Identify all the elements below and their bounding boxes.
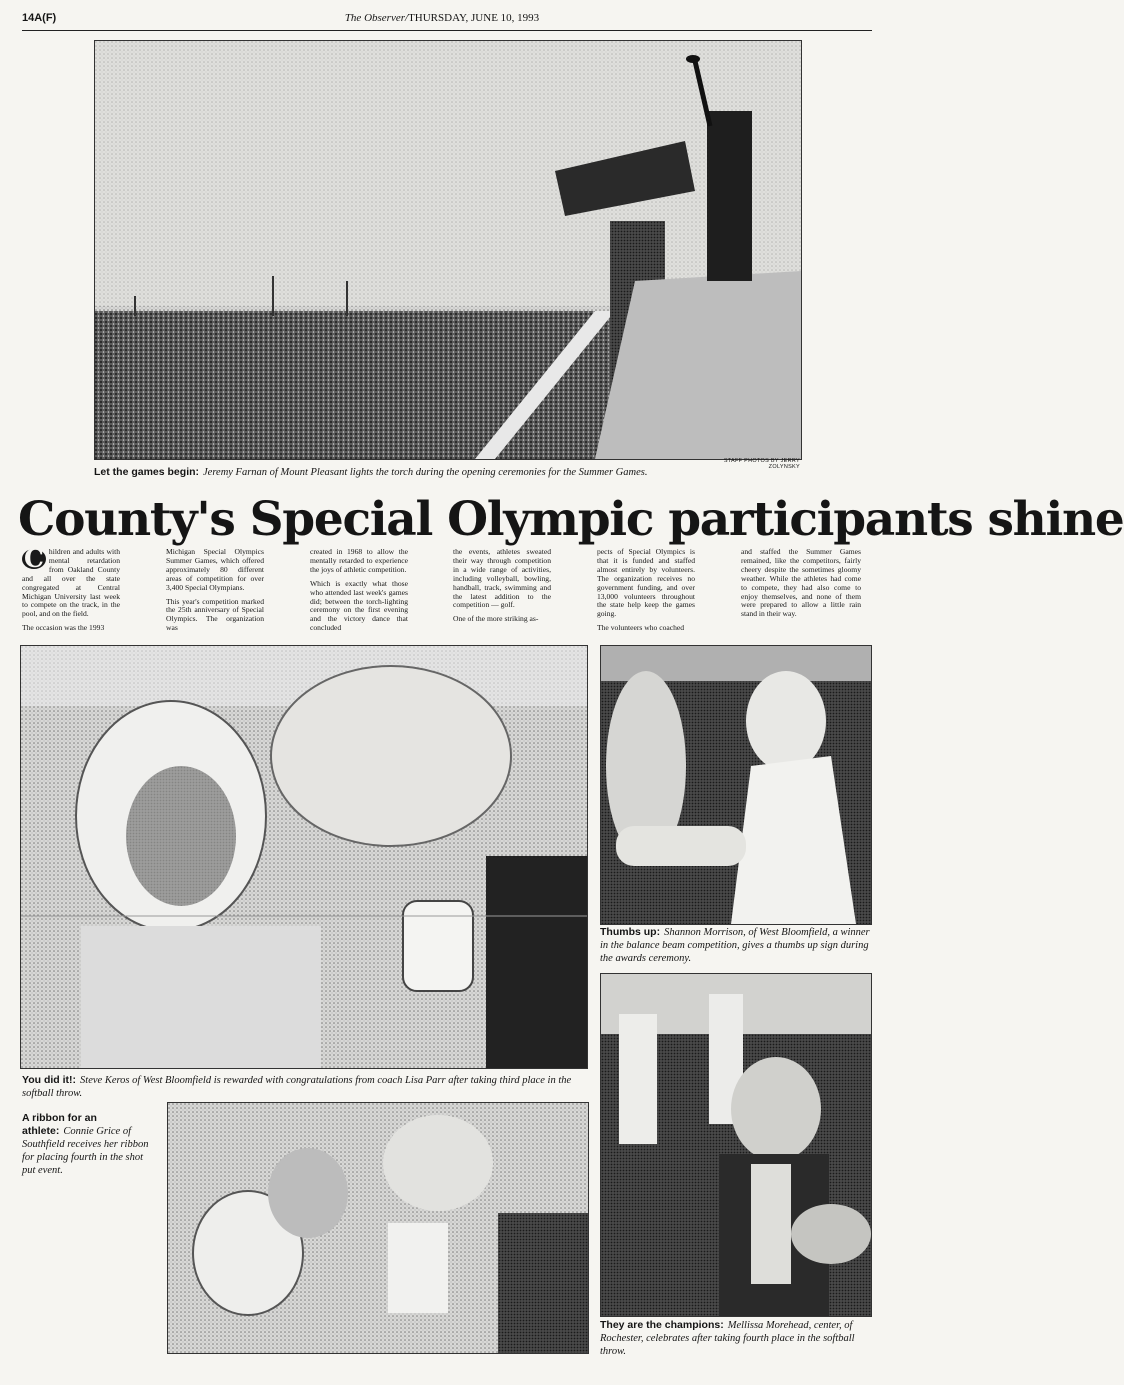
champions-caption	[600, 1319, 872, 1358]
body-column-6	[741, 548, 861, 624]
column-2-para-2: This year's competition marked the 25th anniversary of Special Olympics. The organization was	[166, 596, 264, 633]
photo-credit: STAFF PHOTOS BY JERRY ZOLYNSKY	[723, 458, 800, 470]
column-1-para-2: The occasion was the 1993	[22, 623, 105, 633]
article-headline: County's Special Olympic participants shine	[18, 492, 1124, 547]
thumbs-up-photo	[600, 645, 872, 925]
column-4-para-2: One of the more striking as-	[453, 614, 539, 624]
body-column-3	[310, 548, 408, 638]
caption-lead: You did it!:	[22, 1074, 77, 1086]
body-column-2	[166, 548, 264, 638]
caption-text: Shannon Morrison, of West Bloomfield, a winner in the balance beam competition, gives a thumbs up sign during the awards ceremony.	[600, 927, 870, 964]
caption-text: Connie Grice of Southfield receives her ribbon for placing fourth in the shot put event.	[22, 1126, 149, 1176]
caption-text: Mellissa Morehead, center, of Rochester, celebrates after taking fourth place in the softball throw.	[600, 1320, 855, 1357]
coach-congratulations-photo	[20, 645, 588, 1069]
page-number: 14A(F)	[22, 12, 57, 24]
caption-lead: They are the champions:	[600, 1319, 724, 1331]
caption-text: Jeremy Farnan of Mount Pleasant lights the torch during the opening ceremonies for the Summer Games.	[203, 467, 648, 478]
body-column-1	[22, 544, 120, 638]
column-3-para-2: Which is exactly what those who attended last week's games did; between the torch-lighting ceremony on the first evening and the victory dance that concluded	[310, 578, 408, 633]
column-2-para-1: Michigan Special Olympics Summer Games, which offered approximately 80 different areas of competition for over 3,400 Special Olympians.	[166, 547, 264, 592]
caption-text: Steve Keros of West Bloomfield is rewarded with congratulations from coach Lisa Parr after taking third place in the softball throw.	[22, 1075, 572, 1099]
column-5-para-2: The volunteers who coached	[597, 623, 685, 633]
torch-lighting-photo	[94, 40, 802, 460]
body-column-5	[597, 548, 695, 638]
column-1-para-1: hildren and adults with mental retardation from Oakland County and all over the state congregated at Central Michigan University last week to compete on the track, in the pool, and on the field.	[22, 547, 120, 619]
column-4-para-1: the events, athletes sweated their way through competition in a wide range of activities, including volleyball, bowling, handball, track, swimming and the latest addition to the competition — golf.	[453, 547, 551, 610]
torch-photo-caption	[94, 466, 800, 479]
ribbon-presentation-photo	[167, 1102, 589, 1354]
caption-lead: A ribbon for an athlete:	[22, 1112, 97, 1137]
column-5-para-1: pects of Special Olympics is that it is funded and staffed almost entirely by volunteers. The organization receives no government funding, and over 13,000 volunteers throughout the state help keep the games going.	[597, 547, 695, 619]
you-did-it-caption	[22, 1074, 582, 1100]
caption-lead: Let the games begin:	[94, 466, 200, 478]
paper-name: The Observer/	[344, 12, 409, 24]
drop-cap: C	[24, 544, 44, 573]
ribbon-caption	[22, 1112, 158, 1177]
column-6-para-1: and staffed the Summer Games remained, like the competitors, fairly cheery despite the sometimes gloomy weather. While the athletes had come to compete, they had also come to enjoy themselves, and none of them were prepared to allow a little rain stand in their way.	[741, 547, 861, 619]
header-rule	[22, 30, 872, 31]
issue-date: THURSDAY, JUNE 10, 1993	[408, 12, 540, 24]
thumbs-up-caption	[600, 926, 872, 965]
champions-photo	[600, 973, 872, 1317]
column-3-para-1: created in 1968 to allow the mentally retarded to experience the joys of athletic competition.	[310, 547, 408, 574]
masthead	[0, 12, 884, 24]
caption-lead: Thumbs up:	[600, 926, 661, 938]
body-column-4	[453, 548, 551, 629]
